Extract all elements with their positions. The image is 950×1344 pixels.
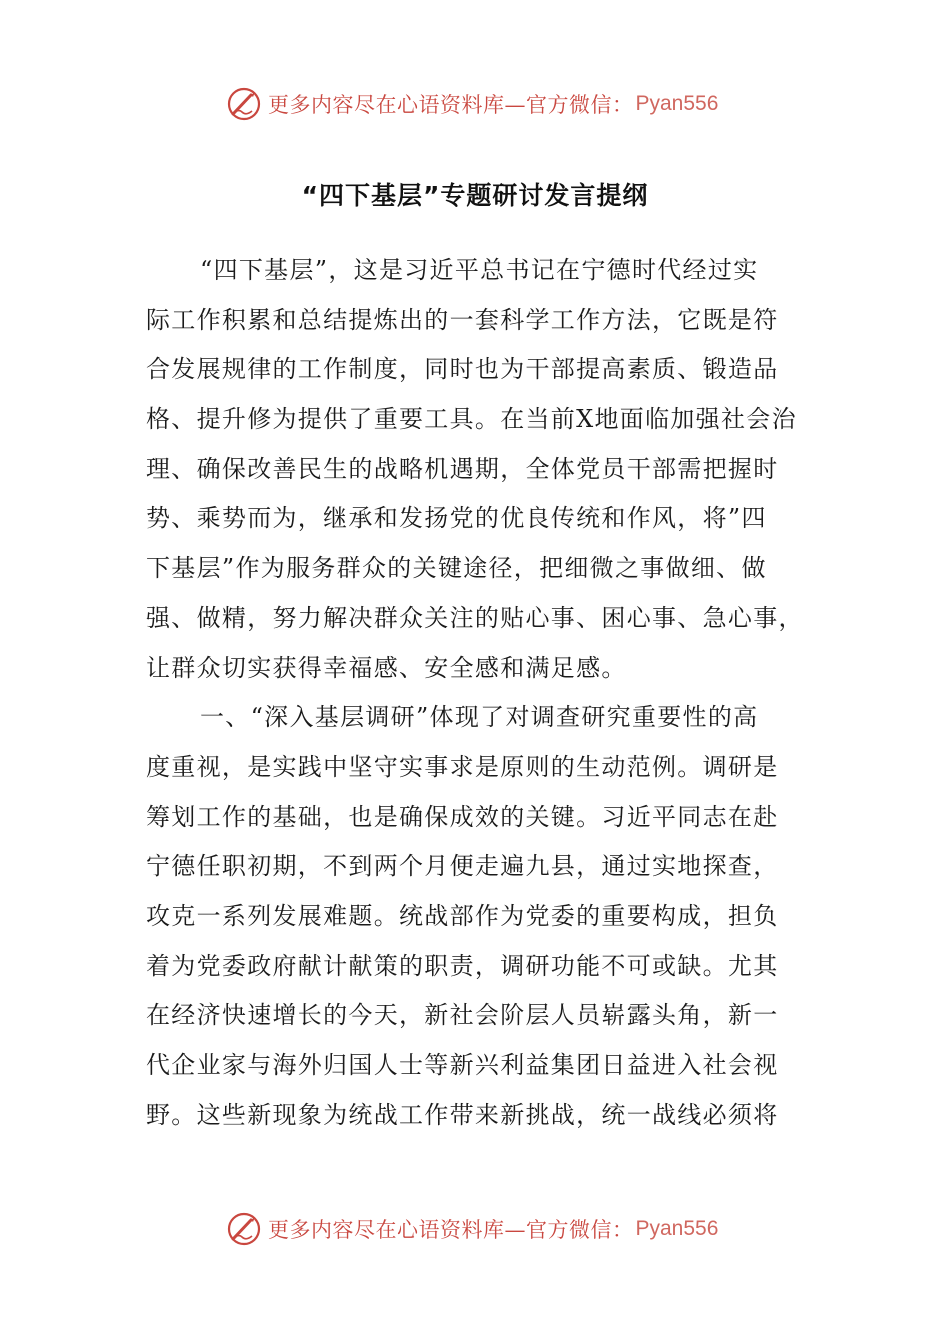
text-line: 宁德任职初期，不到两个月便走遍九县，通过实地探查， (146, 852, 779, 881)
text-line: 合发展规律的工作制度，同时也为干部提高素质、锻造品 (146, 355, 779, 384)
text-line: 际工作积累和总结提炼出的一套科学工作方法，它既是符 (146, 305, 779, 334)
text-line: 度重视，是实践中坚守实事求是原则的生动范例。调研是 (146, 752, 779, 781)
text-line: 着为党委政府献计献策的职责，调研功能不可或缺。尤其 (146, 951, 779, 980)
document-title: “四下基层”专题研讨发言提纲 (301, 181, 649, 210)
text-line: 强、做精，努力解决群众关注的贴心事、困心事、急心事， (146, 603, 804, 632)
footer-banner (226, 1209, 746, 1249)
header-banner (226, 84, 746, 124)
text-line: 让群众切实获得幸福感、安全感和满足感。 (146, 653, 627, 682)
text-line: 攻克一系列发展难题。统战部作为党委的重要构成，担负 (146, 901, 779, 930)
banner-text: 更多内容尽在心语资料库—官方微信： (268, 1218, 634, 1242)
text-line: “四下基层”，这是习近平总书记在宁德时代经过实 (200, 256, 759, 284)
text-line: 一、“深入基层调研”体现了对调查研究重要性的高 (200, 703, 759, 732)
wechat-id: Pyan556 (635, 1217, 719, 1240)
text-line: 野。这些新现象为统战工作带来新挑战，统一战线必须将 (146, 1100, 779, 1129)
text-line: 筹划工作的基础，也是确保成效的关键。习近平同志在赴 (146, 802, 779, 831)
text-line: 代企业家与海外归国人士等新兴利益集团日益进入社会视 (146, 1051, 779, 1079)
banner-text: 更多内容尽在心语资料库—官方微信： (268, 93, 634, 117)
text-line: 格、提升修为提供了重要工具。在当前X地面临加强社会治 (146, 405, 797, 434)
document-body (146, 246, 806, 1140)
text-line: 理、确保改善民生的战略机遇期，全体党员干部需把握时 (146, 454, 779, 483)
wechat-id: Pyan556 (635, 92, 719, 115)
pen-logo-icon (226, 86, 262, 122)
text-line: 在经济快速增长的今天，新社会阶层人员崭露头角，新一 (146, 1001, 779, 1030)
pen-logo-icon (226, 1211, 262, 1247)
text-line: 势、乘势而为，继承和发扬党的优良传统和作风，将”四 (146, 504, 767, 533)
text-line: 下基层”作为服务群众的关键途径，把细微之事做细、做 (146, 554, 767, 583)
